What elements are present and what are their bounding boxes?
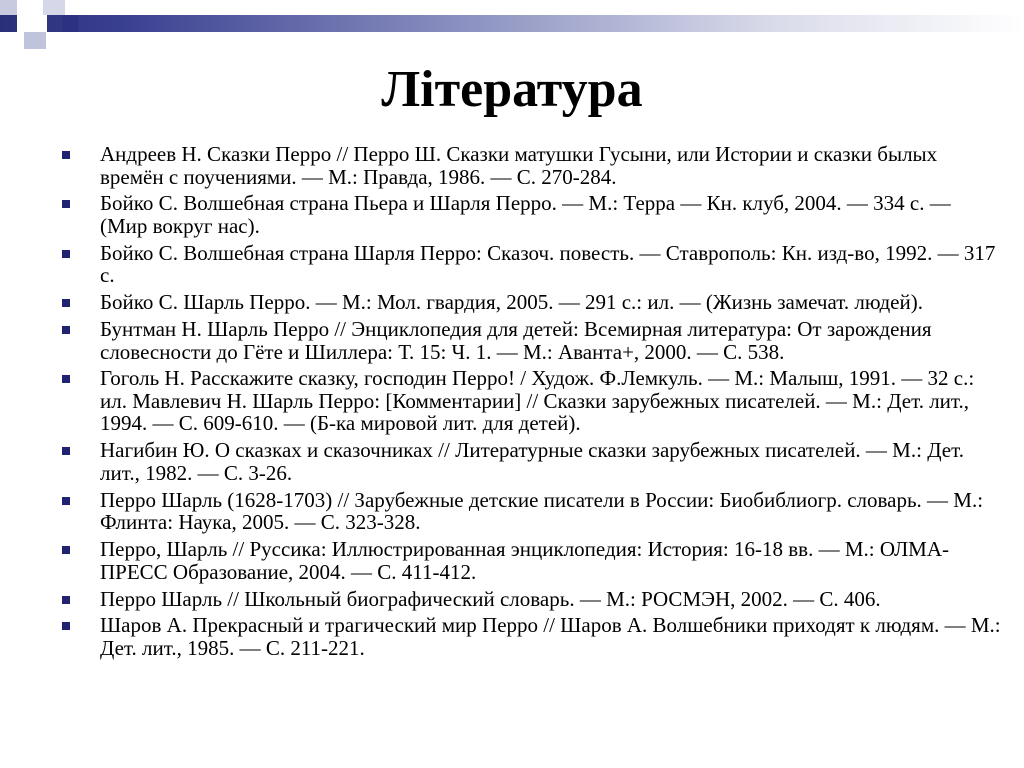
reference-list — [62, 143, 1002, 664]
reference-item — [62, 192, 1002, 237]
reference-item — [62, 614, 1002, 659]
square-bullet-icon — [62, 596, 70, 604]
reference-text: Перро Шарль // Школьный биографический словарь. — М.: РОСМЭН, 2002. — С. 406. — [100, 586, 881, 611]
reference-item — [62, 367, 1002, 435]
decor-square — [0, 0, 17, 15]
slide-title: Література — [381, 61, 643, 118]
reference-text: Нагибин Ю. О сказках и сказочниках // Литературные сказки зарубежных писателей. — М.: Дет. лит., 1982. — С. 3-26. — [100, 438, 964, 485]
decor-square — [24, 32, 46, 49]
reference-item — [62, 588, 1002, 611]
reference-text: Шаров А. Прекрасный и трагический мир Перро // Шаров А. Волшебники приходят к людям. — М.: Дет. лит., 1985. — С. 211-221. — [100, 613, 1001, 660]
reference-text: Бойко С. Волшебная страна Пьера и Шарля Перро. — М.: Терра — Кн. клуб, 2004. — 334 с. — (Мир вокруг нас). — [100, 191, 951, 238]
reference-text: Бойко С. Шарль Перро. — М.: Мол. гвардия, 2005. — 291 с.: ил. — (Жизнь замечат. людей). — [100, 290, 923, 315]
square-bullet-icon — [62, 200, 70, 208]
square-bullet-icon — [62, 546, 70, 554]
reference-item — [62, 291, 1002, 314]
square-bullet-icon — [62, 299, 70, 307]
header-gradient-band — [0, 15, 1024, 32]
square-bullet-icon — [62, 497, 70, 505]
reference-text: Перро, Шарль // Руссика: Иллюстрированная энциклопедия: История: 16-18 вв. — М.: ОЛМА-ПРЕСС Образование, 2004. — С. 411-412. — [100, 537, 950, 584]
reference-item — [62, 538, 1002, 583]
reference-item — [62, 242, 1002, 287]
square-bullet-icon — [62, 375, 70, 383]
square-bullet-icon — [62, 622, 70, 630]
reference-item — [62, 489, 1002, 534]
reference-text: Гоголь Н. Расскажите сказку, господин Перро! / Худож. Ф.Лемкуль. — М.: Малыш, 1991. — 32 с.: ил. Мавлевич Н. Шарль Перро: [Комментарии] // Сказки зарубежных писателей. — М.: Дет. лит., 1994. — С. 609-610. — (Б-ка мировой лит. для детей). — [100, 366, 975, 436]
reference-text: Бойко С. Волшебная страна Шарля Перро: Сказоч. повесть. — Ставрополь: Кн. изд-во, 1992. — 317 с. — [100, 240, 996, 288]
reference-item — [62, 318, 1002, 363]
reference-text: Перро Шарль (1628-1703) // Зарубежные детские писатели в России: Биобиблиогр. словарь. — М.: Флинта: Наука, 2005. — С. 323-328. — [100, 487, 984, 535]
square-bullet-icon — [62, 250, 70, 258]
decor-square — [43, 0, 65, 15]
reference-item — [62, 439, 1002, 484]
square-bullet-icon — [62, 326, 70, 334]
reference-item — [62, 143, 1002, 188]
decor-square — [17, 15, 47, 32]
square-bullet-icon — [62, 447, 70, 455]
reference-text: Андреев Н. Сказки Перро // Перро Ш. Сказки матушки Гусыни, или Истории и сказки былых времён с поучениями. — М.: Правда, 1986. — С. 270-284. — [100, 142, 938, 189]
decor-square — [62, 15, 78, 32]
square-bullet-icon — [62, 151, 70, 159]
reference-text: Бунтман Н. Шарль Перро // Энциклопедия для детей: Всемирная литература: От зарождения словесности до Гёте и Шиллера: Т. 15: Ч. 1. — М.: Аванта+, 2000. — С. 538. — [100, 317, 932, 364]
